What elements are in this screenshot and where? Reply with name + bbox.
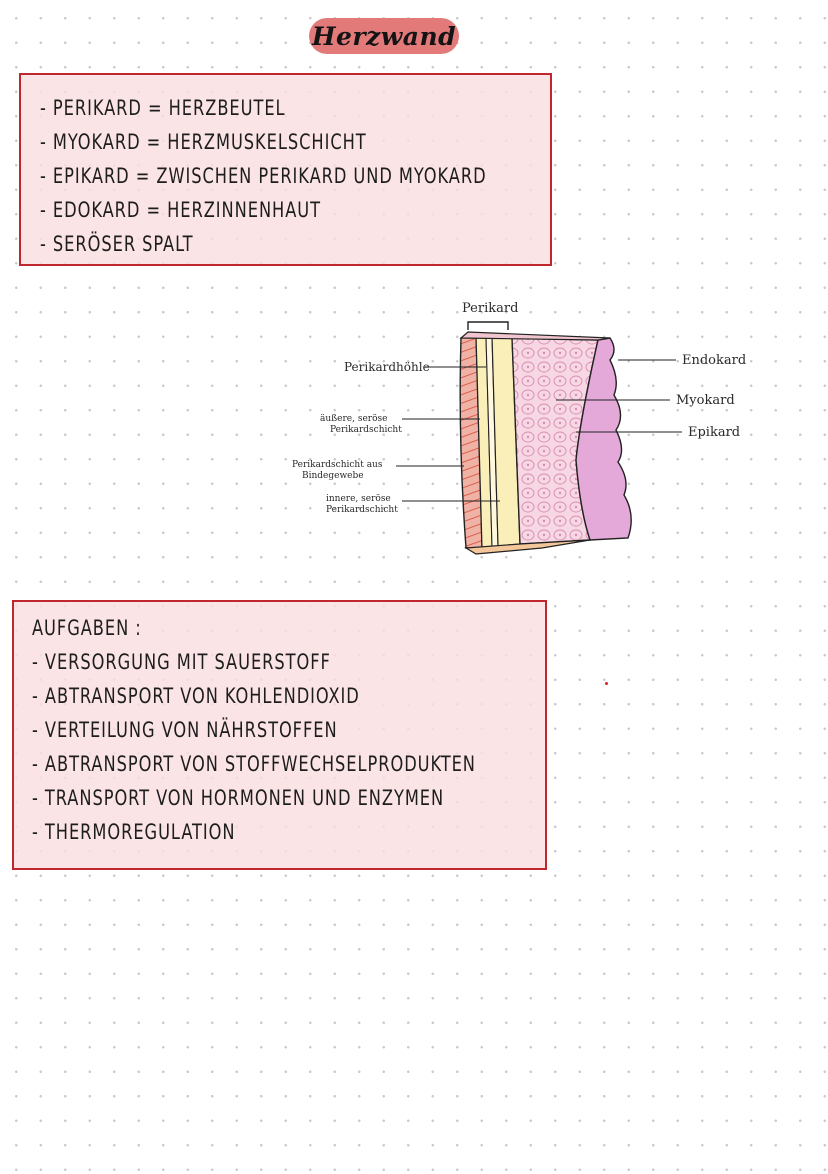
task-line: - TRANSPORT VON HORMONEN UND ENZYMEN (32, 786, 445, 810)
label-perikardhoehle: Perikardhöhle (344, 360, 430, 374)
label-epikard: Epikard (688, 425, 741, 440)
label-perikard: Perikard (462, 301, 519, 316)
label-innere-1: innere, seröse (326, 494, 391, 504)
label-aeussere-2: Perikardschicht (330, 425, 402, 435)
tasks-heading: AUFGABEN : (32, 616, 142, 640)
definition-line: - MYOKARD = HERZMUSKELSCHICHT (40, 130, 367, 154)
definition-line: - SERÖSER SPALT (40, 232, 194, 256)
task-line: - ABTRANSPORT VON KOHLENDIOXID (32, 684, 360, 708)
task-line: - VERSORGUNG MIT SAUERSTOFF (32, 650, 331, 674)
definitions-box (19, 73, 552, 266)
red-dot (605, 682, 608, 685)
label-innere-2: Perikardschicht (326, 505, 398, 515)
label-binde-1: Perikardschicht aus (292, 460, 383, 470)
heart-wall-diagram (280, 290, 750, 560)
label-binde-2: Bindegewebe (302, 471, 364, 481)
definition-line: - EPIKARD = ZWISCHEN PERIKARD UND MYOKARD (40, 164, 487, 188)
task-line: - ABTRANSPORT VON STOFFWECHSELPRODUKTEN (32, 752, 476, 776)
task-line: - VERTEILUNG VON NÄHRSTOFFEN (32, 718, 338, 742)
tasks-box (12, 600, 547, 870)
definition-line: - PERIKARD = HERZBEUTEL (40, 96, 286, 120)
title-pill (309, 18, 459, 54)
page-title: Herzwand (311, 21, 457, 51)
label-aeussere-1: äußere, seröse (320, 414, 388, 424)
task-line: - THERMOREGULATION (32, 820, 236, 844)
label-endokard: Endokard (682, 353, 747, 368)
top-face (461, 332, 610, 340)
label-myokard: Myokard (676, 393, 735, 408)
definition-line: - EDOKARD = HERZINNENHAUT (40, 198, 321, 222)
perikard-bracket (468, 322, 508, 330)
